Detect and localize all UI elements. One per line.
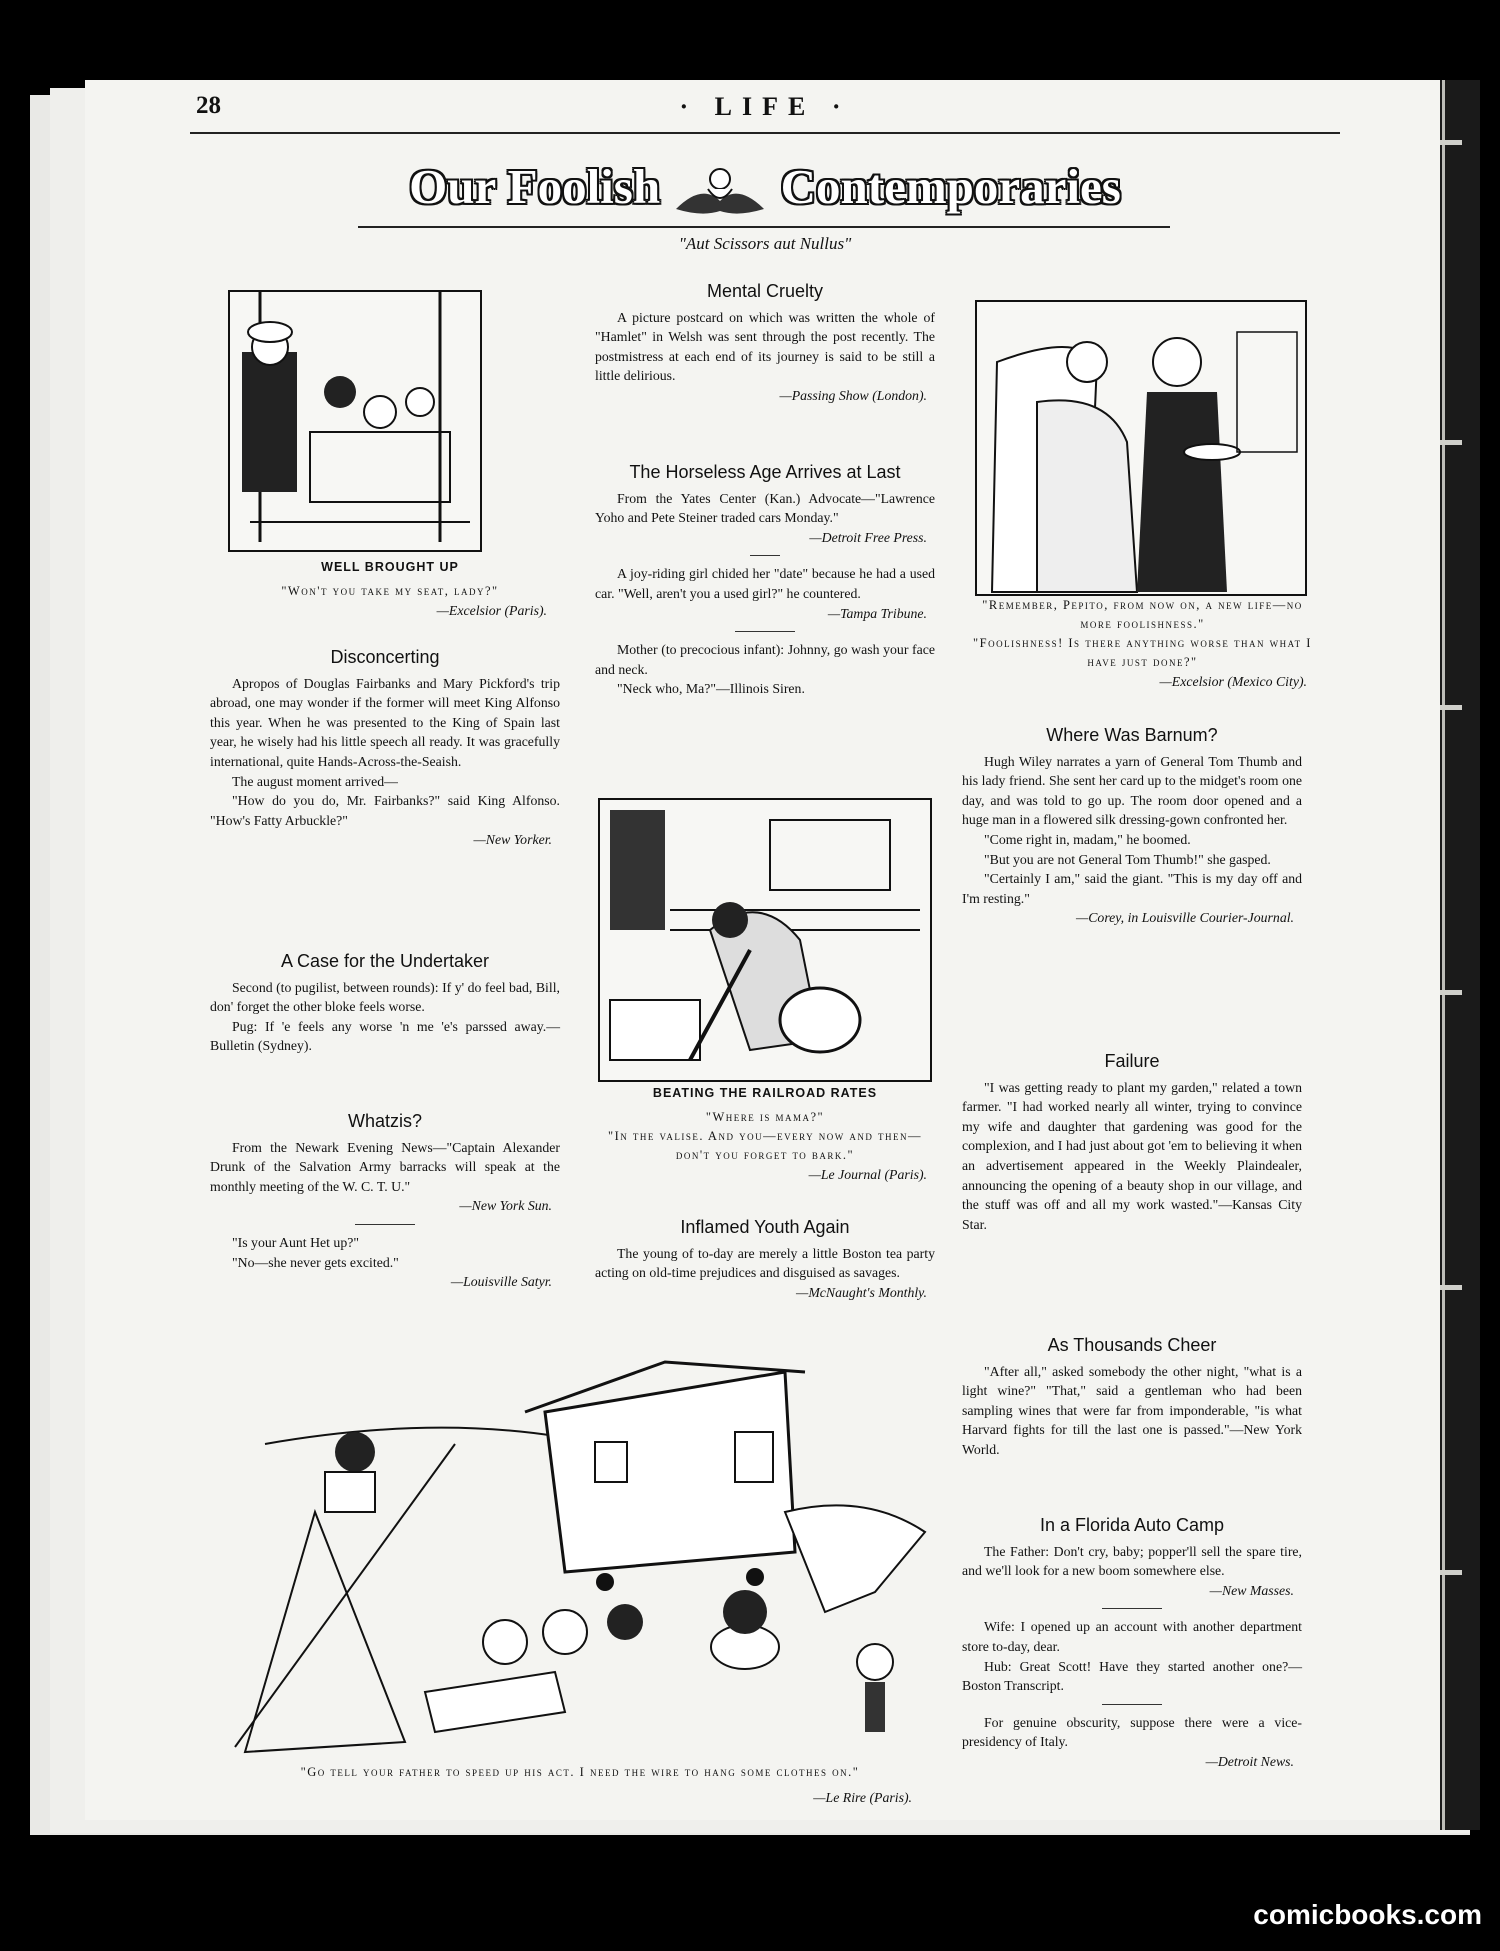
- cartoon-source: —Le Journal (Paris).: [808, 1166, 927, 1182]
- article-body: Wife: I opened up an account with another department store to-day, dear.: [962, 1619, 1302, 1654]
- wedding-cartoon-illustration: [975, 300, 1307, 596]
- cartoon-source: —Le Rire (Paris).: [813, 1790, 912, 1805]
- cartoon-title: BEATING THE RAILROAD RATES: [652, 1086, 878, 1100]
- masthead-subtitle: "Aut Scissors aut Nullus": [678, 234, 852, 253]
- article-body: A joy-riding girl chided her "date" because he had a used car. "Well, aren't you a used girl?" he countered.: [595, 566, 935, 601]
- column-1-top: [225, 558, 555, 620]
- article-source: —New York Sun.: [459, 1198, 552, 1214]
- article-body: For genuine obscurity, suppose there were a vice-presidency of Italy.: [962, 1714, 1302, 1750]
- article-body: "No—she never gets excited.": [232, 1254, 399, 1270]
- masthead-title-right: Contemporaries: [780, 159, 1121, 214]
- divider: [750, 555, 780, 556]
- cartoon-caption: "Foolishness! Is there anything worse than what I have just done?": [973, 636, 1312, 669]
- wedding-cartoon-caption: [970, 596, 1315, 692]
- cartoon-source: —Excelsior (Paris).: [436, 602, 547, 618]
- masthead-title-left: Our Foolish: [409, 159, 661, 214]
- cartoon-caption: "In the valise. And you—every now and then—don't you forget to bark.": [608, 1128, 922, 1162]
- article-body: "How do you do, Mr. Fairbanks?" said King Alfonso. "How's Fatty Arbuckle?": [210, 793, 560, 828]
- article-body: From the Newark Evening News—"Captain Alexander Drunk of the Salvation Army barracks will speak at the monthly meeting of the W. C. T. U.": [210, 1139, 560, 1194]
- cartoon-title: WELL BROUGHT UP: [321, 560, 459, 574]
- divider: [1102, 1704, 1162, 1705]
- article-horseless-age: [595, 463, 935, 699]
- article-body: A picture postcard on which was written the whole of "Hamlet" in Welsh was sent through the post recently. The postmistress at each end of its journey is said to be still a little delirious.: [595, 309, 935, 384]
- article-body: "Is your Aunt Het up?": [232, 1234, 359, 1250]
- cartoon-caption: "Won't you take my seat, lady?": [281, 583, 499, 598]
- article-body: Apropos of Douglas Fairbanks and Mary Pickford's trip abroad, one may wonder if the former will meet King Alfonso this year. When he was presented to the King of Spain last year, he wisely had his little speech all ready. It was gracefully international, quite Hands-Across-the-Seaish.: [210, 675, 560, 769]
- page-number: 28: [196, 92, 221, 119]
- article-source: —Detroit Free Press.: [809, 529, 927, 545]
- article-body: Hugh Wiley narrates a yarn of General Tom Thumb and his lady friend. She sent her card up to the midget's room one day, and was told to go up. The room door opened and a huge man in a flowered silk dressing-gown confronted her.: [962, 753, 1302, 828]
- article-body: The august moment arrived—: [232, 773, 398, 789]
- railroad-cartoon-illustration: [598, 798, 932, 1082]
- article-thousands-cheer: [962, 1336, 1302, 1460]
- article-body: "Come right in, madam," he boomed.: [984, 831, 1191, 847]
- cherub-ornament-icon: [672, 163, 768, 221]
- masthead-rule: [358, 226, 1170, 228]
- subway-cartoon-illustration: [228, 290, 482, 552]
- article-mental-cruelty: [595, 282, 935, 406]
- article-body: Mother (to precocious infant): Johnny, go wash your face and neck.: [595, 642, 935, 677]
- article-heading: Where Was Barnum?: [1046, 725, 1218, 745]
- article-heading: The Horseless Age Arrives at Last: [629, 462, 901, 482]
- article-body: "I was getting ready to plant my garden," related a town farmer. "I had worked nearly all winter, trying to convince my wife and daughter that gardening was good for the complexion, and I had just about got 'em to believing it when an advertisement appeared in the Weekly Plaindealer, announcing the opening of a beauty shop in our village, and the stuff was off and all my work wasted."—Kansas City Star.: [962, 1079, 1302, 1232]
- article-heading: Failure: [1104, 1051, 1160, 1071]
- bottom-cartoon-caption: [240, 1763, 920, 1808]
- article-whatzis: [210, 1112, 560, 1292]
- article-body: "Certainly I am," said the giant. "This is my day off and I'm resting.": [962, 871, 1302, 906]
- running-title: · LIFE ·: [679, 92, 851, 121]
- article-source: —New Yorker.: [473, 832, 552, 848]
- railroad-cartoon-caption: [595, 1084, 935, 1184]
- article-body: "But you are not General Tom Thumb!" she gasped.: [984, 851, 1271, 867]
- article-source: —Corey, in Louisville Courier-Journal.: [1075, 910, 1294, 926]
- site-watermark: comicbooks.com: [1253, 1899, 1482, 1930]
- article-failure: [962, 1052, 1302, 1234]
- article-where-was-barnum: [962, 726, 1302, 928]
- cartoon-source: —Excelsior (Mexico City).: [1159, 674, 1307, 689]
- cartoon-caption: "Remember, Pepito, from now on, a new life—no more foolishness.": [982, 598, 1303, 631]
- section-masthead: [350, 158, 1180, 221]
- article-body: Second (to pugilist, between rounds): If y' do feel bad, Bill, don' forget the other bloke feels worse.: [210, 979, 560, 1015]
- article-source: —Louisville Satyr.: [450, 1274, 552, 1290]
- cartoon-caption: "Go tell your father to speed up his act. I need the wire to hang some clothes on.": [300, 1765, 860, 1779]
- page-header: [190, 92, 1340, 126]
- article-inflamed-youth: [595, 1218, 935, 1302]
- article-source: —McNaught's Monthly.: [796, 1284, 927, 1300]
- article-disconcerting: [210, 648, 560, 850]
- article-body: The young of to-day are merely a little Boston tea party acting on old-time prejudices and disguised as savages.: [595, 1245, 935, 1281]
- article-florida-auto-camp: [962, 1516, 1302, 1772]
- article-source: —Detroit News.: [1205, 1753, 1294, 1769]
- header-rule: [190, 132, 1340, 134]
- cartoon-caption: "Where is mama?": [705, 1109, 825, 1124]
- article-heading: Inflamed Youth Again: [680, 1217, 850, 1237]
- article-heading: Whatzis?: [347, 1111, 423, 1131]
- article-body: From the Yates Center (Kan.) Advocate—"Lawrence Yoho and Pete Steiner traded cars Monday.": [595, 490, 935, 526]
- divider: [1102, 1608, 1162, 1609]
- article-body: "After all," asked somebody the other night, "what is a light wine?" "That," said a gentleman who had been sampling wines that were far from imponderable, "is what Harvard fights for till the last one is passed."—New York World.: [962, 1363, 1302, 1457]
- article-body: The Father: Don't cry, baby; popper'll sell the spare tire, and we'll look for a new boom somewhere else.: [962, 1543, 1302, 1579]
- divider: [355, 1224, 415, 1225]
- book-binding: [1440, 80, 1480, 1830]
- article-heading: As Thousands Cheer: [1047, 1335, 1217, 1355]
- article-heading: Disconcerting: [330, 647, 440, 667]
- article-heading: Mental Cruelty: [706, 281, 824, 301]
- article-source: —Tampa Tribune.: [827, 605, 927, 621]
- article-heading: In a Florida Auto Camp: [1039, 1515, 1225, 1535]
- article-body: Hub: Great Scott! Have they started another one?—Boston Transcript.: [962, 1658, 1302, 1694]
- article-body: Pug: If 'e feels any worse 'n me 'e's parssed away.—Bulletin (Sydney).: [210, 1018, 560, 1054]
- clothesline-cartoon-illustration: [225, 1352, 935, 1762]
- article-undertaker: [210, 952, 560, 1056]
- article-body: "Neck who, Ma?"—Illinois Siren.: [617, 681, 805, 697]
- divider: [735, 631, 795, 632]
- article-source: —Passing Show (London).: [779, 387, 927, 403]
- article-heading: A Case for the Undertaker: [280, 951, 490, 971]
- article-source: —New Masses.: [1209, 1582, 1294, 1598]
